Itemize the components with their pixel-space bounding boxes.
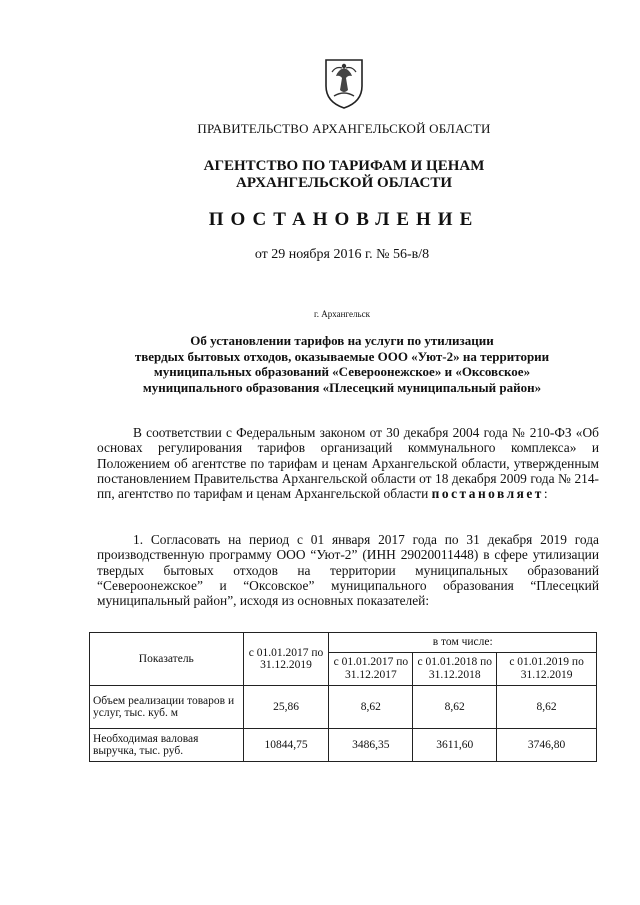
subject-line4: муниципального образования «Плесецкий муниципальный район» xyxy=(142,379,542,395)
header-including: в том числе: xyxy=(329,633,597,653)
table-row xyxy=(90,686,597,729)
row-y2017: 3486,35 xyxy=(329,729,413,762)
header-year-2017: с 01.01.2017 по 31.12.2017 xyxy=(329,652,413,685)
header-year-2019: с 01.01.2019 по 31.12.2019 xyxy=(497,652,597,685)
indicators-table xyxy=(89,632,597,762)
preamble-paragraph xyxy=(97,425,599,501)
document-subject xyxy=(0,333,640,395)
header-indicator: Показатель xyxy=(90,633,244,686)
document-date-number: от 29 ноября 2016 г. № 56-в/8 xyxy=(254,247,430,262)
row-label: Необходимая валовая выручка, тыс. руб. xyxy=(90,729,244,762)
agency-name-line2: АРХАНГЕЛЬСКОЙ ОБЛАСТИ xyxy=(236,175,452,191)
document-type-title: ПОСТАНОВЛЕНИЕ xyxy=(208,209,480,230)
row-total: 25,86 xyxy=(243,686,329,729)
preamble-text: В соответствии с Федеральным законом от 30 декабря 2004 года № 210-ФЗ «Об основах регулирования тарифов организаций коммунального комплекса» и Положением об агентстве по тарифам и ценам Архангельской области, утвержденным постановлением Правительства Архангельской области от 18 декабря 2009 года № 214-пп, агентство по тарифам и ценам Архангельской области xyxy=(97,425,599,502)
preamble-colon: : xyxy=(543,486,548,502)
row-y2019: 8,62 xyxy=(497,686,597,729)
resolves-word: постановляет xyxy=(431,486,544,502)
table-row xyxy=(90,729,597,762)
row-y2017: 8,62 xyxy=(329,686,413,729)
clause-1-text: 1. Согласовать на период с 01 января 2017 года по 31 декабря 2019 года производственную программу ООО “Уют-2” (ИНН 29020011448) в сфере утилизации твердых бытовых отходов на территории муниципальных образований “Североонежское” и “Оксовское” муниципального образования “Плесецкий муниципальный район”, исходя из основных показателей: xyxy=(97,532,599,609)
row-label: Объем реализации товаров и услуг, тыс. куб. м xyxy=(90,686,244,729)
agency-name xyxy=(0,158,640,192)
subject-line2: твердых бытовых отходов, оказываемые ООО «Уют-2» на территории xyxy=(134,348,550,364)
header-total-period: с 01.01.2017 по 31.12.2019 xyxy=(243,633,329,686)
coat-of-arms-emblem-icon xyxy=(322,56,366,110)
header-year-2018: с 01.01.2018 по 31.12.2018 xyxy=(413,652,497,685)
row-y2019: 3746,80 xyxy=(497,729,597,762)
table-header-row xyxy=(90,633,597,653)
row-total: 10844,75 xyxy=(243,729,329,762)
government-name: ПРАВИТЕЛЬСТВО АРХАНГЕЛЬСКОЙ ОБЛАСТИ xyxy=(197,121,491,136)
agency-name-line1: АГЕНТСТВО ПО ТАРИФАМ И ЦЕНАМ xyxy=(203,158,485,174)
row-y2018: 8,62 xyxy=(413,686,497,729)
subject-line1: Об установлении тарифов на услуги по утилизации xyxy=(190,333,494,348)
clause-1-paragraph xyxy=(97,532,599,608)
subject-line3: муниципальных образований «Североонежское» и «Оксовское» xyxy=(153,364,531,380)
city-name: г. Архангельск xyxy=(314,309,370,319)
row-y2018: 3611,60 xyxy=(413,729,497,762)
